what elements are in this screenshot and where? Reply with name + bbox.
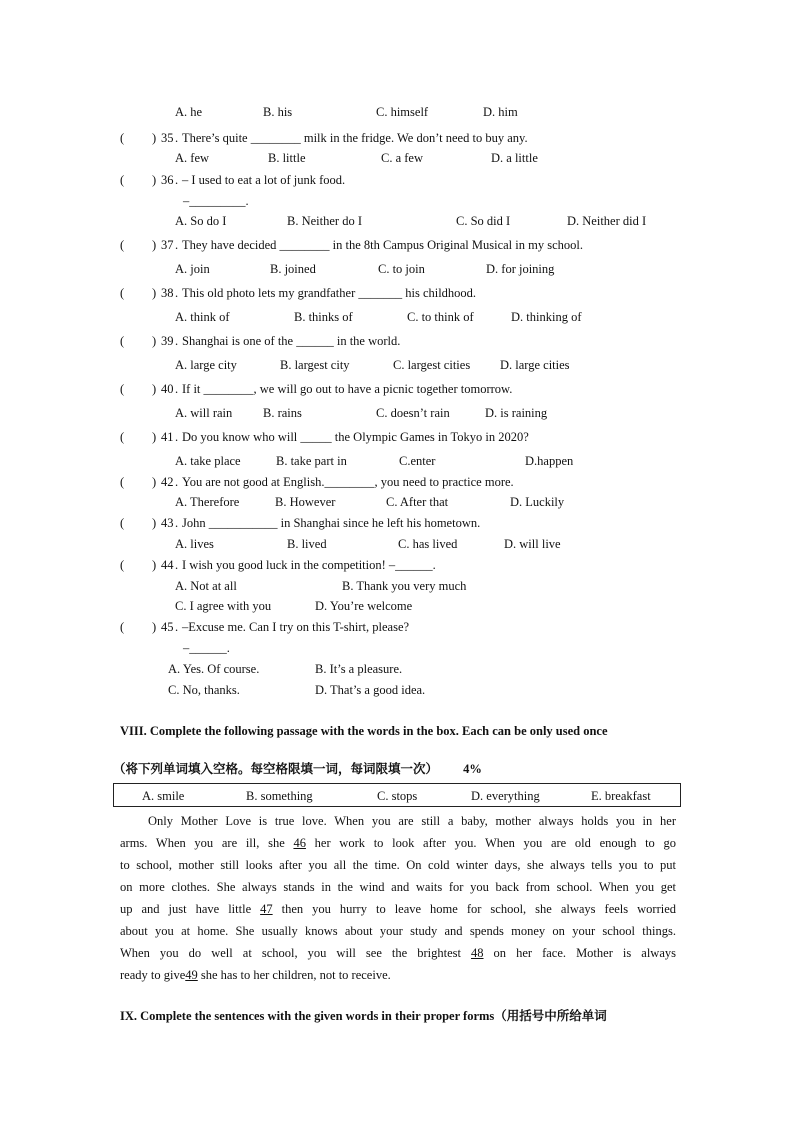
question-number: 36: [161, 173, 174, 187]
answer-paren-open[interactable]: (: [120, 238, 125, 252]
answer-paren-close: ): [152, 131, 157, 145]
reply-blank[interactable]: –______.: [183, 641, 230, 655]
option-b[interactable]: B. rains: [263, 406, 302, 420]
option-a[interactable]: A. Therefore: [175, 495, 240, 509]
answer-paren-close: ): [152, 286, 157, 300]
question-number-dot: .: [175, 173, 179, 187]
answer-paren-open[interactable]: (: [120, 430, 125, 444]
option-b: B. his: [263, 105, 293, 119]
option-a: A. he: [175, 105, 203, 119]
option-c[interactable]: C. No, thanks.: [168, 683, 240, 697]
option-c[interactable]: C. I agree with you: [175, 599, 272, 613]
blank-46[interactable]: 46: [293, 836, 306, 850]
option-a[interactable]: A. large city: [175, 358, 237, 372]
blank-48[interactable]: 48: [471, 946, 484, 960]
option-c[interactable]: C. doesn’t rain: [376, 406, 450, 420]
question-stem: This old photo lets my grandfather _______ his childhood.: [182, 286, 477, 300]
question-number-dot: .: [175, 516, 179, 530]
passage-line: on more clothes. She always stands in the wind and waits for you back from school. When you get: [120, 880, 676, 894]
section-8-heading: VIII. Complete the following passage with the words in the box. Each can be only used once: [120, 724, 608, 738]
question-number: 37: [161, 238, 174, 252]
option-c[interactable]: C. After that: [386, 495, 449, 509]
answer-paren-close: ): [152, 238, 157, 252]
passage-line: to school, mother still looks after you all the time. On cold winter days, she always tells you to put: [120, 858, 676, 872]
option-b[interactable]: B. largest city: [280, 358, 350, 372]
option-d[interactable]: D. is raining: [485, 406, 548, 420]
option-d[interactable]: D. will live: [504, 537, 561, 551]
option-a[interactable]: A. think of: [175, 310, 230, 324]
passage-line: Only Mother Love is true love. When you are still a baby, mother always holds you in her: [148, 814, 676, 828]
word-box-item: C. stops: [377, 789, 418, 803]
passage: [120, 810, 676, 986]
blank-49[interactable]: 49: [185, 968, 198, 982]
option-a[interactable]: A. join: [175, 262, 210, 276]
passage-line: arms. When you are ill, she 46 her work to look after you. When you are old enough to go: [120, 832, 676, 854]
question-stem: – I used to eat a lot of junk food.: [182, 173, 346, 187]
option-c[interactable]: C.enter: [399, 454, 436, 468]
option-c[interactable]: C. a few: [381, 151, 423, 165]
question-number: 40: [161, 382, 174, 396]
question-number: 41: [161, 430, 174, 444]
answer-paren-close: ): [152, 475, 157, 489]
word-box-item: B. something: [246, 789, 313, 803]
passage-line: up and just have little 47 then you hurry to leave home for school, she always feels worried: [120, 898, 676, 920]
option-b[interactable]: B. little: [268, 151, 306, 165]
answer-paren-open[interactable]: (: [120, 382, 125, 396]
option-c[interactable]: C. has lived: [398, 537, 458, 551]
question-stem: John ___________ in Shanghai since he left his hometown.: [182, 516, 481, 530]
passage-line: about you at home. She usually knows about your study and spends money on your school things.: [120, 924, 676, 938]
option-d[interactable]: D. Luckily: [510, 495, 565, 509]
word-box-item: E. breakfast: [591, 789, 651, 803]
option-b[interactable]: B. Thank you very much: [342, 579, 467, 593]
option-a[interactable]: A. So do I: [175, 214, 227, 228]
option-d[interactable]: D. thinking of: [511, 310, 582, 324]
question-number-dot: .: [175, 430, 179, 444]
blank-47[interactable]: 47: [260, 902, 273, 916]
answer-paren-close: ): [152, 516, 157, 530]
question-number: 42: [161, 475, 174, 489]
option-a[interactable]: A. few: [175, 151, 210, 165]
answer-paren-close: ): [152, 558, 157, 572]
question-stem: If it ________, we will go out to have a picnic together tomorrow.: [182, 382, 513, 396]
option-d[interactable]: D. large cities: [500, 358, 570, 372]
question-number: 35: [161, 131, 174, 145]
option-b[interactable]: B. lived: [287, 537, 327, 551]
reply-blank[interactable]: –_________.: [183, 194, 249, 208]
question-number-dot: .: [175, 238, 179, 252]
word-box-item: A. smile: [142, 789, 185, 803]
option-c[interactable]: C. to join: [378, 262, 425, 276]
answer-paren-open[interactable]: (: [120, 131, 125, 145]
option-d[interactable]: D.happen: [525, 454, 574, 468]
option-b[interactable]: B. take part in: [276, 454, 347, 468]
question-stem: I wish you good luck in the competition! –______.: [182, 558, 436, 572]
question-number-dot: .: [175, 620, 179, 634]
option-c[interactable]: C. So did I: [456, 214, 511, 228]
question-number: 43: [161, 516, 174, 530]
option-a[interactable]: A. will rain: [175, 406, 233, 420]
question-number-dot: .: [175, 334, 179, 348]
question-number: 44: [161, 558, 174, 572]
question-stem: Do you know who will _____ the Olympic Games in Tokyo in 2020?: [182, 430, 529, 444]
question-number-dot: .: [175, 286, 179, 300]
word-box-item: D. everything: [471, 789, 540, 803]
option-c[interactable]: C. largest cities: [393, 358, 471, 372]
question-stem: You are not good at English.________, you need to practice more.: [182, 475, 514, 489]
section-9-heading: IX. Complete the sentences with the given words in their proper forms（用括号中所给单词: [120, 1009, 607, 1023]
question-number: 39: [161, 334, 174, 348]
answer-paren-close: ): [152, 173, 157, 187]
option-d[interactable]: D. for joining: [486, 262, 555, 276]
question-number-dot: .: [175, 475, 179, 489]
option-d[interactable]: D. That’s a good idea.: [315, 683, 426, 697]
answer-paren-open[interactable]: (: [120, 173, 125, 187]
option-b[interactable]: B. Neither do I: [287, 214, 362, 228]
question-number-dot: .: [175, 131, 179, 145]
question-stem: They have decided ________ in the 8th Campus Original Musical in my school.: [182, 238, 583, 252]
answer-paren-open[interactable]: (: [120, 558, 125, 572]
answer-paren-open[interactable]: (: [120, 334, 125, 348]
answer-paren-open[interactable]: (: [120, 620, 125, 634]
question-number-dot: .: [175, 382, 179, 396]
option-d: D. him: [483, 105, 518, 119]
question-stem: There’s quite ________ milk in the fridge. We don’t need to buy any.: [182, 131, 528, 145]
option-a[interactable]: A. lives: [175, 537, 214, 551]
passage-line: When you do well at school, you will see the brightest 48 on her face. Mother is always: [120, 942, 676, 964]
answer-paren-close: ): [152, 620, 157, 634]
question-number: 45: [161, 620, 174, 634]
answer-paren-close: ): [152, 382, 157, 396]
answer-paren-open[interactable]: (: [120, 516, 125, 530]
answer-paren-close: ): [152, 430, 157, 444]
option-c[interactable]: C. to think of: [407, 310, 474, 324]
section-8-heading-cn: [113, 761, 482, 777]
option-a[interactable]: A. Yes. Of course.: [168, 662, 260, 676]
option-a[interactable]: A. Not at all: [175, 579, 237, 593]
section-8-instruction-cn: （将下列单词填入空格。每空格限填一词，每词限填一次）: [113, 762, 439, 776]
option-a[interactable]: A. take place: [175, 454, 241, 468]
passage-line: ready to give49 she has to her children, not to receive.: [120, 964, 676, 986]
option-d[interactable]: D. You’re welcome: [315, 599, 413, 613]
answer-paren-open[interactable]: (: [120, 475, 125, 489]
word-box: [113, 783, 681, 807]
question-stem: Shanghai is one of the ______ in the world.: [182, 334, 401, 348]
option-d[interactable]: D. Neither did I: [567, 214, 647, 228]
section-8-score: 4%: [463, 762, 482, 776]
question-stem: –Excuse me. Can I try on this T-shirt, please?: [182, 620, 410, 634]
option-b[interactable]: B. thinks of: [294, 310, 353, 324]
option-b[interactable]: B. It’s a pleasure.: [315, 662, 403, 676]
option-b[interactable]: B. However: [275, 495, 336, 509]
option-b[interactable]: B. joined: [270, 262, 316, 276]
question-number: 38: [161, 286, 174, 300]
question-number-dot: .: [175, 558, 179, 572]
answer-paren-open[interactable]: (: [120, 286, 125, 300]
option-d[interactable]: D. a little: [491, 151, 538, 165]
answer-paren-close: ): [152, 334, 157, 348]
option-c: C. himself: [376, 105, 429, 119]
